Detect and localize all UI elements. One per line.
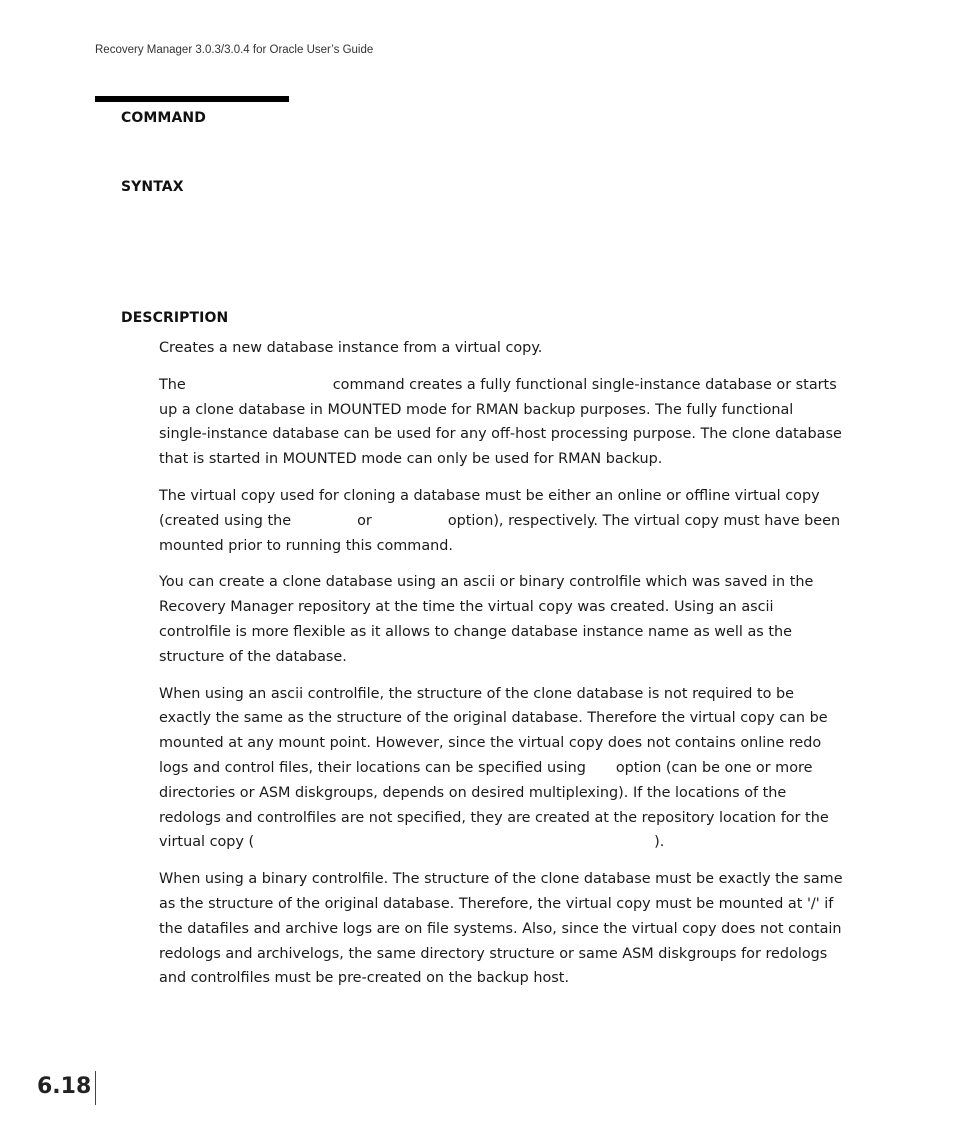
text-line: exactly the same as the structure of the original database. Therefore the virtual copy can be bbox=[159, 710, 828, 727]
text-fragment: option (can be one or more bbox=[615, 759, 813, 776]
syntax-heading: SYNTAX bbox=[121, 179, 184, 195]
text-line: You can create a clone database using an ascii or binary controlfile which was saved in the bbox=[159, 574, 814, 591]
text-line: redologs and archivelogs, the same directory structure or same ASM diskgroups for redologs bbox=[159, 945, 828, 962]
description-paragraph-2 bbox=[159, 373, 859, 472]
description-paragraph-1 bbox=[159, 336, 859, 361]
description-paragraph-4 bbox=[159, 570, 859, 669]
text-line: as the structure of the original database. Therefore, the virtual copy must be mounted at '/' if bbox=[159, 895, 834, 912]
text-line: structure of the database. bbox=[159, 648, 347, 665]
section-rule bbox=[95, 96, 289, 102]
text-fragment: logs and control files, their locations can be specified using bbox=[159, 759, 586, 776]
running-header: Recovery Manager 3.0.3/3.0.4 for Oracle User’s Guide bbox=[95, 44, 374, 56]
text-line bbox=[159, 373, 859, 398]
text-line: the datafiles and archive logs are on file systems. Also, since the virtual copy does not contain bbox=[159, 920, 842, 937]
text-line: mounted prior to running this command. bbox=[159, 537, 453, 554]
text-line: The virtual copy used for cloning a database must be either an online or offline virtual copy bbox=[159, 487, 820, 504]
page-number: 6.18 bbox=[37, 1074, 92, 1099]
text-line: Recovery Manager repository at the time the virtual copy was created. Using an ascii bbox=[159, 599, 774, 616]
text-line bbox=[159, 509, 859, 534]
text-fragment: ). bbox=[654, 834, 665, 851]
text-fragment: option), respectively. The virtual copy must have been bbox=[447, 512, 841, 529]
text-line: directories or ASM diskgroups, depends on desired multiplexing). If the locations of the bbox=[159, 784, 787, 801]
text-line: up a clone database in MOUNTED mode for RMAN backup purposes. The fully functional bbox=[159, 401, 794, 418]
text-line: controlfile is more flexible as it allows to change database instance name as well as the bbox=[159, 623, 792, 640]
text-line bbox=[159, 756, 859, 781]
text-line: that is started in MOUNTED mode can only be used for RMAN backup. bbox=[159, 451, 663, 468]
text-line: and controlfiles must be pre-created on the backup host. bbox=[159, 970, 570, 987]
text-fragment: command creates a fully functional single-instance database or starts bbox=[332, 376, 837, 393]
description-body bbox=[159, 336, 859, 1003]
text-line: When using a binary controlfile. The structure of the clone database must be exactly the same bbox=[159, 871, 843, 888]
text-line: mounted at any mount point. However, since the virtual copy does not contains online redo bbox=[159, 735, 822, 752]
text-line: When using an ascii controlfile, the structure of the clone database is not required to be bbox=[159, 685, 794, 702]
text-line: single-instance database can be used for any off-host processing purpose. The clone database bbox=[159, 426, 842, 443]
text-line: redologs and controlfiles are not specified, they are created at the repository location for the bbox=[159, 809, 829, 826]
command-heading: COMMAND bbox=[121, 110, 206, 126]
description-paragraph-5 bbox=[159, 682, 859, 856]
page-number-divider bbox=[95, 1071, 96, 1105]
description-paragraph-6 bbox=[159, 867, 859, 991]
description-paragraph-3 bbox=[159, 484, 859, 558]
text-fragment: The bbox=[159, 376, 186, 393]
text-line: Creates a new database instance from a virtual copy. bbox=[159, 340, 543, 356]
description-heading: DESCRIPTION bbox=[121, 310, 229, 326]
text-fragment: (created using the bbox=[159, 512, 292, 529]
text-fragment: or bbox=[357, 512, 372, 529]
text-fragment: virtual copy ( bbox=[159, 834, 255, 851]
text-line bbox=[159, 830, 859, 855]
